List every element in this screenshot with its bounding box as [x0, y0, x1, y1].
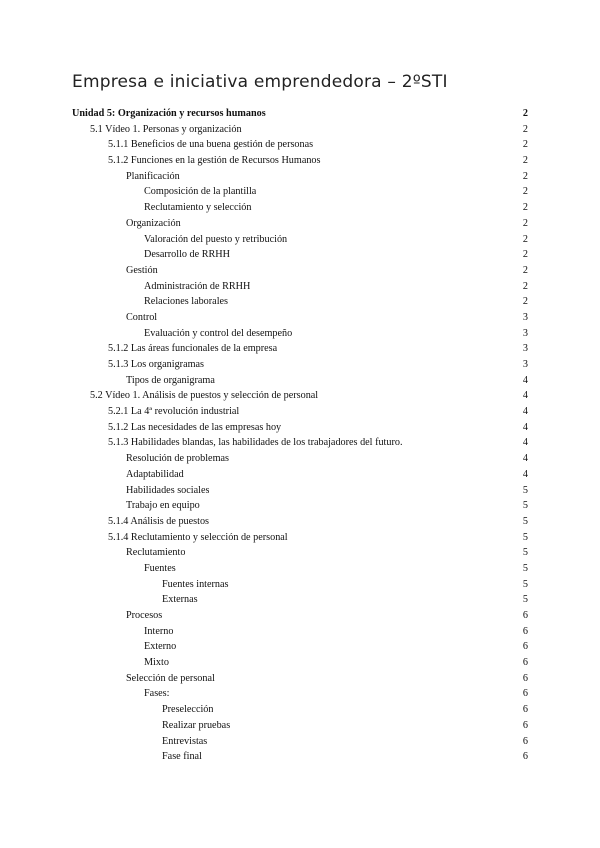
toc-entry-page-number: 2: [522, 296, 528, 308]
toc-entry-page-number: 6: [522, 657, 528, 669]
toc-entry-label: Mixto: [144, 657, 169, 669]
toc-entry[interactable]: [72, 388, 528, 404]
toc-entry[interactable]: [72, 216, 528, 232]
toc-entry[interactable]: [72, 200, 528, 216]
toc-entry[interactable]: [72, 702, 528, 718]
toc-entry-label: Reclutamiento: [126, 547, 186, 559]
toc-entry-label: Tipos de organigrama: [126, 374, 215, 386]
toc-entry[interactable]: [72, 655, 528, 671]
toc-entry-page-number: 5: [522, 547, 528, 559]
toc-entry-page-number: 4: [522, 437, 528, 449]
toc-entry[interactable]: [72, 326, 528, 342]
toc-entry[interactable]: [72, 357, 528, 373]
toc-entry[interactable]: [72, 420, 528, 436]
toc-entry-page-number: 2: [522, 217, 528, 229]
toc-entry-label: 5.1.4 Reclutamiento y selección de personal: [108, 531, 288, 543]
toc-entry-page-number: 5: [522, 578, 528, 590]
toc-entry-page-number: 3: [522, 311, 528, 323]
toc-entry-page-number: 6: [522, 719, 528, 731]
toc-entry-label: Externas: [162, 594, 198, 606]
toc-entry-page-number: 6: [522, 704, 528, 716]
toc-entry-label: Externo: [144, 641, 177, 653]
toc-entry-page-number: 5: [522, 594, 528, 606]
toc-entry-label: Valoración del puesto y retribución: [144, 233, 288, 245]
toc-entry-label: 5.2 Vídeo 1. Análisis de puestos y selección de personal: [90, 390, 319, 402]
toc-entry-label: 5.1.2 Las áreas funcionales de la empresa: [108, 343, 278, 355]
toc-entry-label: Organización: [126, 217, 181, 229]
toc-entry-page-number: 5: [522, 562, 528, 574]
toc-entry[interactable]: [72, 247, 528, 263]
toc-entry[interactable]: [72, 545, 528, 561]
toc-entry[interactable]: [72, 169, 528, 185]
toc-entry-label: Relaciones laborales: [144, 296, 229, 308]
toc-entry-page-number: 2: [522, 264, 528, 276]
toc-entry-label: Reclutamiento y selección: [144, 202, 252, 214]
toc-entry[interactable]: [72, 451, 528, 467]
toc-entry[interactable]: [72, 639, 528, 655]
toc-entry-page-number: 6: [522, 610, 528, 621]
toc-entry-label: Trabajo en equipo: [126, 500, 200, 512]
toc-entry-label: Unidad 5: Organización y recursos humanos: [72, 108, 266, 119]
toc-entry-page-number: 4: [522, 421, 528, 433]
toc-entry-label: 5.1.3 Habilidades blandas, las habilidades de los trabajadores del futuro.: [108, 437, 403, 449]
toc-entry-page-number: 4: [522, 468, 528, 480]
toc-entry-label: 5.2.1 La 4ª revolución industrial: [108, 406, 240, 418]
toc-entry-label: 5.1.2 Funciones en la gestión de Recursos Humanos: [108, 155, 321, 167]
toc-entry-label: Preselección: [162, 704, 214, 716]
toc-entry-label: Adaptabilidad: [126, 468, 184, 480]
toc-entry-page-number: 6: [522, 625, 528, 637]
toc-entry-label: Fuentes: [144, 562, 176, 574]
toc-entry-page-number: 5: [522, 531, 528, 543]
document-title: Empresa e iniciativa emprendedora – 2ºSTI: [72, 72, 448, 92]
toc-entry-label: Desarrollo de RRHH: [144, 249, 231, 261]
toc-entry-page-number: 2: [522, 280, 528, 292]
toc-entry-label: Interno: [144, 625, 174, 637]
toc-entry[interactable]: [72, 279, 528, 295]
toc-entry[interactable]: [72, 734, 528, 750]
toc-entry-label: Composición de la plantilla: [144, 186, 257, 198]
toc-entry-page-number: 2: [522, 249, 528, 261]
toc-entry[interactable]: [72, 341, 528, 357]
toc-entry[interactable]: [72, 232, 528, 248]
toc-entry[interactable]: [72, 184, 528, 200]
toc-entry[interactable]: [72, 310, 528, 326]
toc-entry-label: 5.1.4 Análisis de puestos: [108, 515, 210, 527]
toc-entry-page-number: 5: [522, 500, 528, 512]
toc-entry-label: 5.1 Vídeo 1. Personas y organización: [90, 123, 242, 135]
toc-entry-label: 5.1.2 Las necesidades de las empresas hoy: [108, 421, 282, 433]
toc-entry-label: Resolución de problemas: [126, 453, 229, 465]
toc-entry-label: Gestión: [126, 264, 158, 276]
toc-entry-page-number: 4: [522, 453, 528, 465]
toc-entry[interactable]: [72, 686, 528, 702]
toc-entry[interactable]: [72, 294, 528, 310]
toc-entry-page-number: 2: [522, 155, 528, 167]
toc-entry[interactable]: [72, 577, 528, 593]
table-of-contents: [72, 106, 528, 765]
toc-entry[interactable]: [72, 373, 528, 389]
toc-entry-page-number: 6: [522, 672, 528, 684]
toc-entry-page-number: 2: [522, 123, 528, 135]
toc-entry-page-number: 5: [522, 484, 528, 496]
toc-entry-page-number: 6: [522, 688, 528, 700]
toc-entry-page-number: 5: [522, 515, 528, 527]
toc-entry-page-number: 3: [522, 359, 528, 370]
toc-entry[interactable]: [72, 467, 528, 483]
toc-entry-label: Evaluación y control del desempeño: [144, 327, 293, 339]
toc-entry[interactable]: [72, 624, 528, 640]
toc-entry-page-number: 2: [522, 202, 528, 214]
toc-entry[interactable]: [72, 592, 528, 608]
toc-entry-label: Fuentes internas: [162, 578, 229, 590]
toc-entry[interactable]: [72, 404, 528, 420]
toc-entry[interactable]: [72, 483, 528, 499]
toc-entry[interactable]: [72, 137, 528, 153]
toc-entry[interactable]: [72, 671, 528, 687]
toc-entry[interactable]: [72, 498, 528, 514]
toc-entry[interactable]: [72, 153, 528, 169]
toc-entry-label: Fase final: [162, 751, 202, 763]
toc-entry[interactable]: [72, 608, 528, 624]
toc-entry-page-number: 2: [522, 139, 528, 151]
toc-entry[interactable]: [72, 718, 528, 734]
toc-entry-label: Entrevistas: [162, 735, 208, 747]
toc-entry-label: Planificación: [126, 170, 180, 182]
toc-entry-page-number: 2: [522, 233, 528, 245]
toc-entry-label: Selección de personal: [126, 672, 215, 684]
toc-entry-page-number: 2: [522, 186, 528, 198]
toc-entry-label: Administración de RRHH: [144, 280, 251, 292]
toc-entry[interactable]: [72, 749, 528, 765]
toc-entry-label: Realizar pruebas: [162, 719, 231, 731]
toc-entry-page-number: 4: [522, 406, 528, 418]
toc-entry-page-number: 3: [522, 343, 528, 355]
toc-entry[interactable]: [72, 435, 528, 451]
toc-entry-page-number: 4: [522, 390, 528, 402]
toc-entry[interactable]: [72, 122, 528, 138]
toc-entry[interactable]: [72, 514, 528, 530]
toc-entry-page-number: 6: [522, 641, 528, 653]
toc-entry-label: Control: [126, 311, 158, 323]
toc-entry-label: Procesos: [126, 610, 163, 621]
toc-entry-page-number: 2: [522, 170, 528, 182]
toc-entry-label: 5.1.1 Beneficios de una buena gestión de personas: [108, 139, 314, 151]
toc-entry-page-number: 6: [522, 751, 528, 763]
toc-entry[interactable]: [72, 106, 528, 122]
toc-entry[interactable]: [72, 263, 528, 279]
toc-entry-page-number: 4: [522, 374, 528, 386]
toc-entry-page-number: 3: [522, 327, 528, 339]
toc-entry[interactable]: [72, 530, 528, 546]
toc-entry-page-number: 2: [522, 108, 528, 119]
toc-entry-page-number: 6: [522, 735, 528, 747]
toc-entry[interactable]: [72, 561, 528, 577]
toc-entry-label: Habilidades sociales: [126, 484, 210, 496]
toc-entry-label: 5.1.3 Los organigramas: [108, 359, 205, 370]
toc-entry-label: Fases:: [144, 688, 170, 700]
